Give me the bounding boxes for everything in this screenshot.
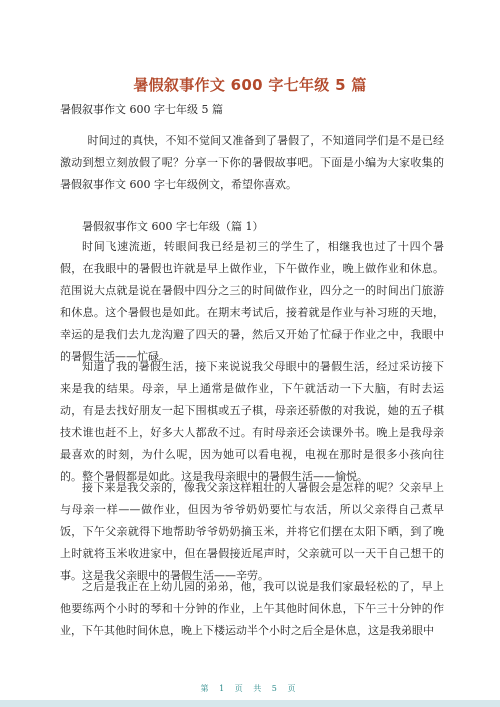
document-subtitle: 暑假叙事作文 600 字七年级 5 篇 xyxy=(60,103,223,116)
body-paragraph: 时间飞速流逝，转眼间我已经是初三的学生了，相继我也过了十四个暑假，在我眼中的暑假也许就是早上做作业，下午做作业，晚上做作业和休息。范围说大点就是说在暑假中四分之三的时间做作业，四分之一的时间出门旅游和休息。这个暑假也是如此。在期末考试后，接着就是作业与补习班的天地，幸运的是我们去九龙沟避了四天的暑，然后又开始了忙碌于作业之中，我眼中的暑假生活——忙碌。 xyxy=(60,240,444,363)
section-heading: 暑假叙事作文 600 字七年级（篇 1） xyxy=(82,220,264,233)
body-paragraph: 之后是我正在上幼儿园的弟弟，他，我可以说是我们家最轻松的了，早上他要练两个小时的琴和十分钟的作业，上午其他时间休息，下午三十分钟的作业，下午其他时间休息，晚上下楼运动半个小时之后全是休息，这是我弟眼中 xyxy=(60,580,444,637)
page-footer: 第 1 页 共 5 页 xyxy=(200,684,300,693)
intro-paragraph: 时间过的真快，不知不觉间又准备到了暑假了，不知道同学们是不是已经激动到想立刻放假了呢？分享一下你的暑假故事吧。下面是小编为大家收集的暑假叙事作文 600 字七年级例文，希望你喜欢。 xyxy=(60,134,444,191)
body-paragraph: 知道了我的暑假生活，接下来说说我父母眼中的暑假生活，经过采访接下来是我的结果。母亲，早上通常是做作业，下午就活动一下大脑，有时去运动，有是去找好朋友一起下围棋或五子棋，母亲还骄傲的对我说，她的五子棋技术谁也赶不上，好多大人都敌不过。有时母亲还会读课外书。晚上是我母亲最喜欢的时刻，为什么呢，因为她可以看电视，电视在那时是很多小孩向往的。整个暑假都是如此。这是我母亲眼中的暑假生活——愉悦。 xyxy=(60,360,444,483)
footer-band xyxy=(0,700,500,707)
document-title: 暑假叙事作文 600 字七年级 5 篇 xyxy=(133,76,367,94)
body-paragraph: 接下来是我父亲的，像我父亲这样粗壮的人暑假会是怎样的呢？父亲早上与母亲一样——做作业，但因为爷爷奶奶要忙与农活，所以父亲得自己煮早饭，下午父亲就得下地帮助爷爷奶奶摘玉米，并将它们摆在太阳下晒，到了晚上时就将玉米收进家中，但在暑假接近尾声时，父亲就可以一天干自己想干的事。这是我父亲眼中的暑假生活——辛劳。 xyxy=(60,481,444,582)
